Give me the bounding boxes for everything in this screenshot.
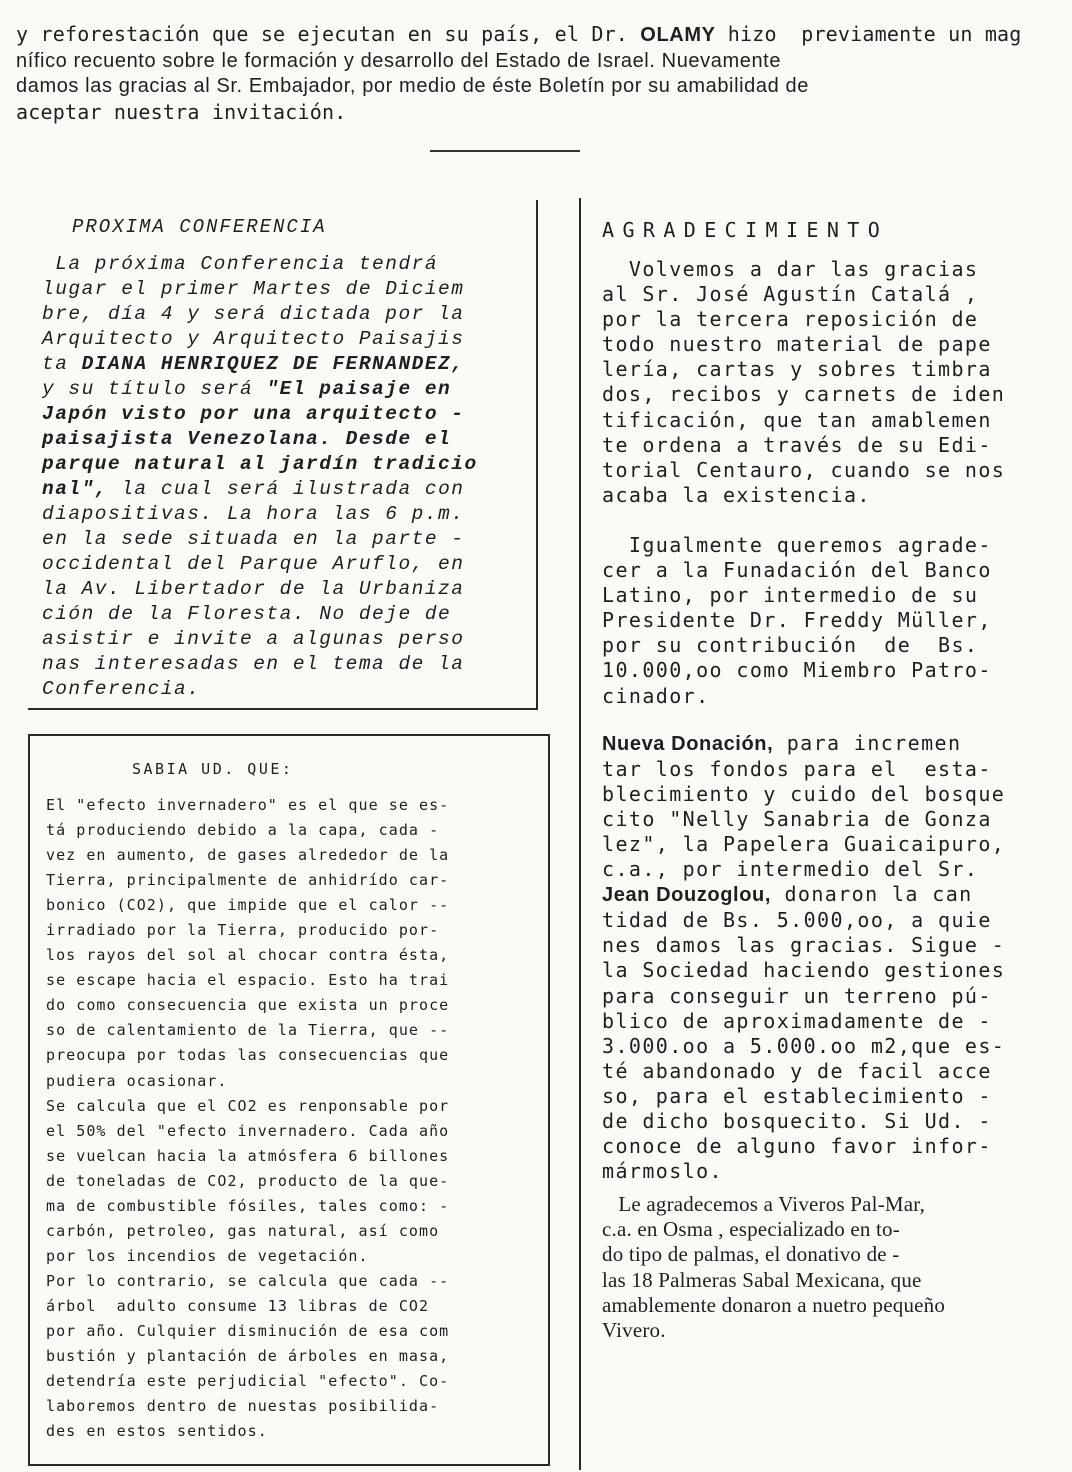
agr-line: lería, cartas y sobres timbra (602, 357, 992, 382)
sabia-line: los rayos del sol al chocar contra ésta, (46, 946, 450, 965)
agr-line: so, para el establecimiento - (602, 1083, 992, 1108)
agr-line: Jean Douzoglou, donaron la can (602, 882, 973, 907)
agr-line: 10.000,oo como Miembro Patro- (602, 658, 992, 683)
sabia-line: de toneladas de CO2, producto de la que- (46, 1171, 450, 1190)
conference-line: nal", la cual será ilustrada con (42, 478, 465, 500)
conference-line: Japón visto por una arquitecto - (42, 403, 465, 425)
conference-line: asistir e invite a algunas perso (42, 628, 465, 650)
sabia-line: árbol adulto consume 13 libras de CO2 (46, 1296, 430, 1315)
agr-line: cito "Nelly Sanabria de Gonza (602, 806, 992, 831)
agr-line: amablemente donaron a nuetro pequeño (602, 1292, 946, 1317)
agr-line: dos, recibos y carnets de iden (602, 382, 1006, 407)
conference-box-border (28, 708, 538, 710)
paragraph-gap (602, 709, 1062, 731)
agr-line: acaba la existencia. (602, 482, 871, 507)
paragraph-gap (602, 1184, 1062, 1192)
agr-line: Le agradecemos a Viveros Pal-Mar, (602, 1192, 926, 1217)
conference-line: ta DIANA HENRIQUEZ DE FERNANDEZ, (42, 353, 465, 375)
agr-line: por la tercera reposición de (602, 307, 979, 332)
agr-line: mármoslo. (602, 1159, 723, 1184)
conference-line: la Av. Libertador de la Urbaniza (42, 578, 465, 600)
column-divider (579, 198, 581, 1470)
agr-line: tidad de Bs. 5.000,oo, a quie (602, 908, 992, 933)
sabia-line: el 50% del "efecto invernadero. Cada año (46, 1121, 450, 1140)
sabia-line: pudiera ocasionar. (46, 1071, 228, 1090)
agr-line: al Sr. José Agustín Catalá , (602, 282, 979, 307)
sabia-line: tá produciendo debido a la capa, cada - (46, 821, 440, 840)
agr-line: cer a la Funadación del Banco (602, 558, 992, 583)
agr-line: c.a., por intermedio del Sr. (602, 857, 979, 882)
agr-line: do tipo de palmas, el donativo de - (602, 1242, 900, 1267)
sabia-line: se vuelcan hacia la atmósfera 6 billones (46, 1146, 450, 1165)
donor-name: Jean Douzoglou, (602, 884, 771, 907)
sabia-line: Por lo contrario, se calcula que cada -- (46, 1271, 450, 1290)
sabia-line: bonico (CO2), que impide que el calor -- (46, 896, 450, 915)
agr-line: las 18 Palmeras Sabal Mexicana, que (602, 1267, 922, 1292)
sabia-line: por año. Culquier disminución de esa com (46, 1321, 450, 1340)
agr-line: Igualmente queremos agrade- (602, 532, 992, 557)
conference-line: y su título será "El paisaje en (42, 378, 452, 400)
agr-line: lez", la Papelera Guaicaipuro, (602, 831, 1006, 856)
separator-rule (430, 150, 580, 152)
sabia-line: irradiado por la Tierra, producido por- (46, 921, 440, 940)
sabia-line: El "efecto invernadero" es el que se es- (46, 796, 450, 814)
sabia-line: ma de combustible fósiles, tales como: - (46, 1196, 450, 1215)
intro-line: nífico recuento sobre le formación y desarrollo del Estado de Israel. Nuevamente (16, 49, 782, 72)
sabia-line: preocupa por todas las consecuencias que (46, 1046, 450, 1065)
agr-line: 3.000.oo a 5.000.oo m2,que es- (602, 1033, 1006, 1058)
sabia-line: detendría este perjudicial "efecto". Co- (46, 1372, 450, 1391)
agr-line: torial Centauro, cuando se nos (602, 457, 1006, 482)
conference-heading: PROXIMA CONFERENCIA (72, 216, 327, 238)
sabia-line: Tierra, principalmente de anhidrído car- (46, 871, 450, 890)
conference-line: parque natural al jardín tradicio (42, 453, 478, 475)
sabia-line: do como consecuencia que exista un proce (46, 996, 450, 1015)
sabia-line: carbón, petroleo, gas natural, así como (46, 1221, 440, 1240)
agradecimiento-body (602, 257, 1062, 1343)
agr-line: de dicho bosquecito. Si Ud. - (602, 1109, 992, 1133)
agr-line: blecimiento y cuido del bosque (602, 781, 1006, 806)
sabia-line: so de calentamiento de la Tierra, que -- (46, 1021, 450, 1040)
agr-line: té abandonado y de facil acce (602, 1058, 992, 1083)
agradecimiento-heading: AGRADECIMIENTO (602, 218, 889, 242)
agr-line: cinador. (602, 683, 710, 708)
agr-line: Volvemos a dar las gracias (602, 257, 979, 281)
intro-line: damos las gracias al Sr. Embajador, por medio de éste Boletín por su amabilidad de (16, 75, 809, 97)
agr-line: c.a. en Osma , especializado en to- (602, 1217, 900, 1242)
agr-line: todo nuestro material de pape (602, 332, 992, 357)
agr-line: Vivero. (602, 1317, 666, 1342)
conference-line: occidental del Parque Aruflo, en (42, 553, 465, 575)
sabia-line: laboremos dentro de nuestas posibilida- (46, 1397, 440, 1416)
conference-line: paisajista Venezolana. Desde el (42, 428, 452, 450)
agr-line: por su contribución de Bs. (602, 633, 979, 658)
conference-box-border (536, 200, 538, 708)
agr-line: nes damos las gracias. Sigue - (602, 933, 1006, 958)
conference-line: en la sede situada en la parte - (42, 528, 465, 550)
conference-line: diapositivas. La hora las 6 p.m. (42, 503, 465, 525)
speaker-name: DIANA HENRIQUEZ DE FERNANDEZ, (81, 353, 465, 375)
agr-line: la Sociedad haciendo gestiones (602, 958, 1006, 983)
sabia-line: por los incendios de vegetación. (46, 1246, 369, 1265)
sabia-body (46, 793, 546, 1444)
agr-line: Presidente Dr. Freddy Müller, (602, 608, 992, 633)
conference-body (42, 252, 532, 702)
sabia-line: se escape hacia el espacio. Esto ha trai (46, 971, 450, 990)
sabia-line: des en estos sentidos. (46, 1422, 268, 1441)
agr-line: para conseguir un terreno pú- (602, 983, 992, 1008)
agr-line: Latino, por intermedio de su (602, 583, 979, 608)
conference-line: Arquitecto y Arquitecto Paisajis (42, 328, 465, 350)
agr-line: Nueva Donación, para incremen (602, 730, 962, 755)
intro-line: y reforestación que se ejecutan en su país, el Dr. OLAMY hizo previamente un mag (16, 22, 1022, 46)
sabia-line: vez en aumento, de gases alrededor de la (46, 846, 450, 865)
agr-line: blico de aproximadamente de - (602, 1008, 992, 1033)
agr-line: tificación, que tan amablemen (602, 407, 992, 432)
paragraph-gap (602, 508, 1062, 533)
conference-line: nas interesadas en el tema de la (42, 653, 465, 675)
sabia-line: Se calcula que el CO2 es renponsable por (46, 1096, 450, 1115)
sabia-heading: SABIA UD. QUE: (132, 760, 294, 778)
conference-line: ción de la Floresta. No deje de (42, 603, 452, 625)
conference-line: bre, día 4 y será dictada por la (42, 303, 465, 325)
sabia-line: bustión y plantación de árboles en masa, (46, 1347, 450, 1366)
name-olamy: OLAMY (640, 24, 716, 46)
agr-line: te ordena a través de su Edi- (602, 432, 992, 457)
intro-paragraph (16, 22, 1056, 125)
agr-line: tar los fondos para el esta- (602, 756, 992, 781)
agr-line: conoce de alguno favor infor- (602, 1134, 992, 1159)
conference-line: lugar el primer Martes de Diciem (42, 278, 465, 300)
conference-line: Conferencia. (42, 678, 201, 700)
nueva-donacion-label: Nueva Donación, (602, 732, 774, 755)
intro-line: aceptar nuestra invitación. (16, 99, 347, 124)
conference-line: La próxima Conferencia tendrá (42, 253, 439, 275)
